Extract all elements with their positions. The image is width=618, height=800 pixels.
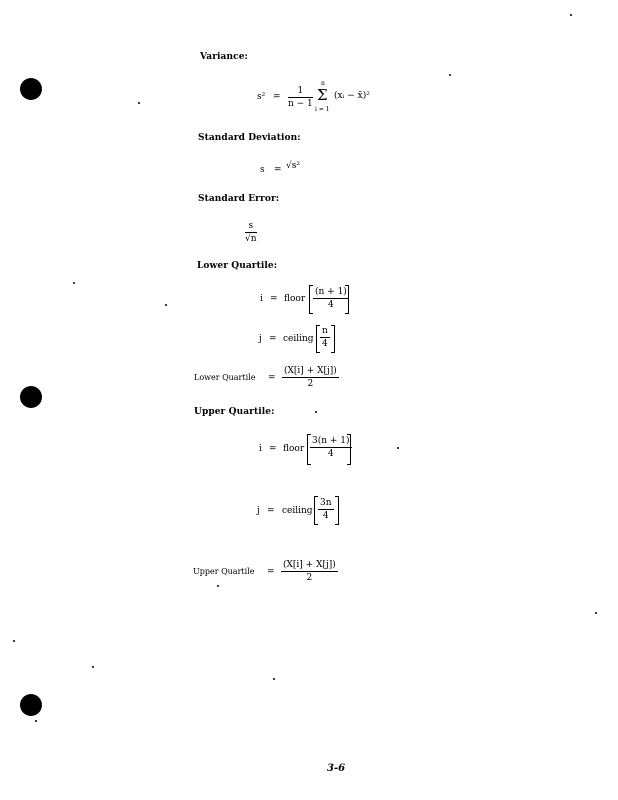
uq-i-var: i: [259, 444, 262, 454]
variance-equals: =: [273, 92, 281, 102]
uq-j-denominator: 4: [322, 511, 329, 521]
uq-i-func: floor: [283, 444, 305, 454]
variance-fraction: [288, 87, 313, 109]
lq-result-label: Lower Quartile: [194, 373, 256, 382]
scan-speck: [35, 720, 37, 722]
lq-j-numerator: n: [322, 326, 328, 336]
lq-result-fraction: [282, 367, 339, 389]
uq-j-numerator: 3n: [320, 498, 332, 508]
uq-result-numerator: (X[i] + X[j]): [283, 560, 336, 570]
lq-j-var: j: [259, 334, 262, 344]
std-dev-lhs: s: [260, 165, 265, 175]
uq-i-numerator: 3(n + 1): [312, 436, 350, 446]
std-dev-equals: =: [274, 165, 282, 175]
lq-i-var: i: [260, 294, 263, 304]
uq-i-denominator: 4: [327, 449, 334, 459]
uq-result-label: Upper Quartile: [193, 567, 255, 576]
uq-j-fraction: [318, 499, 334, 521]
uq-result-equals: =: [267, 567, 275, 577]
lower-quartile-heading: Lower Quartile:: [197, 261, 278, 271]
lq-j-func: ceiling: [283, 334, 314, 344]
scan-speck: [570, 14, 572, 16]
scan-speck: [595, 612, 597, 614]
std-err-fraction: [245, 222, 257, 244]
variance-frac-denominator: n − 1: [288, 99, 313, 109]
page-number: 3-6: [327, 763, 346, 774]
lq-i-func: floor: [284, 294, 306, 304]
std-err-denominator: √n: [245, 234, 257, 244]
variance-frac-numerator: 1: [297, 86, 304, 96]
scan-speck: [449, 74, 451, 76]
uq-i-equals: =: [269, 444, 277, 454]
variance-sum-bottom: i = 1: [315, 106, 330, 113]
scan-speck: [315, 411, 317, 413]
uq-j-equals: =: [267, 506, 275, 516]
lq-result-equals: =: [268, 373, 276, 383]
scan-speck: [92, 666, 94, 668]
std-err-numerator: s: [248, 221, 254, 231]
uq-j-func: ceiling: [282, 506, 313, 516]
uq-i-fraction: [310, 437, 352, 459]
uq-j-var: j: [257, 506, 260, 516]
lq-i-bracket-right: [345, 285, 349, 314]
variance-sum-top: n: [321, 80, 325, 87]
variance-term: (xᵢ − x̄)²: [334, 91, 370, 101]
lq-i-numerator: (n + 1): [315, 287, 347, 297]
scan-speck: [217, 585, 219, 587]
scan-speck: [273, 678, 275, 680]
uq-j-bracket-right: [335, 496, 339, 525]
binder-hole-top: [20, 78, 42, 100]
scan-speck: [165, 304, 167, 306]
lq-j-fraction: [320, 327, 330, 349]
lq-i-equals: =: [270, 294, 278, 304]
variance-lhs: s²: [257, 92, 266, 102]
upper-quartile-heading: Upper Quartile:: [194, 407, 275, 417]
binder-hole-bottom: [20, 694, 42, 716]
lq-result-numerator: (X[i] + X[j]): [284, 366, 337, 376]
variance-sum-sign: Σ: [317, 86, 328, 104]
std-dev-rhs: √s²: [286, 161, 300, 171]
scan-speck: [73, 282, 75, 284]
scan-speck: [138, 102, 140, 104]
scan-speck: [397, 447, 399, 449]
variance-heading: Variance:: [200, 52, 248, 62]
lq-j-bracket-right: [331, 325, 335, 353]
uq-result-denominator: 2: [306, 573, 313, 583]
binder-hole-middle: [20, 386, 42, 408]
lq-result-denominator: 2: [307, 379, 314, 389]
lq-i-fraction: [313, 288, 349, 310]
lq-i-denominator: 4: [328, 300, 334, 310]
uq-result-fraction: [281, 561, 338, 583]
lq-j-equals: =: [269, 334, 277, 344]
lq-j-denominator: 4: [322, 339, 328, 349]
uq-i-bracket-right: [347, 434, 351, 465]
scan-speck: [13, 640, 15, 642]
std-err-heading: Standard Error:: [198, 194, 280, 204]
std-dev-heading: Standard Deviation:: [198, 133, 301, 143]
